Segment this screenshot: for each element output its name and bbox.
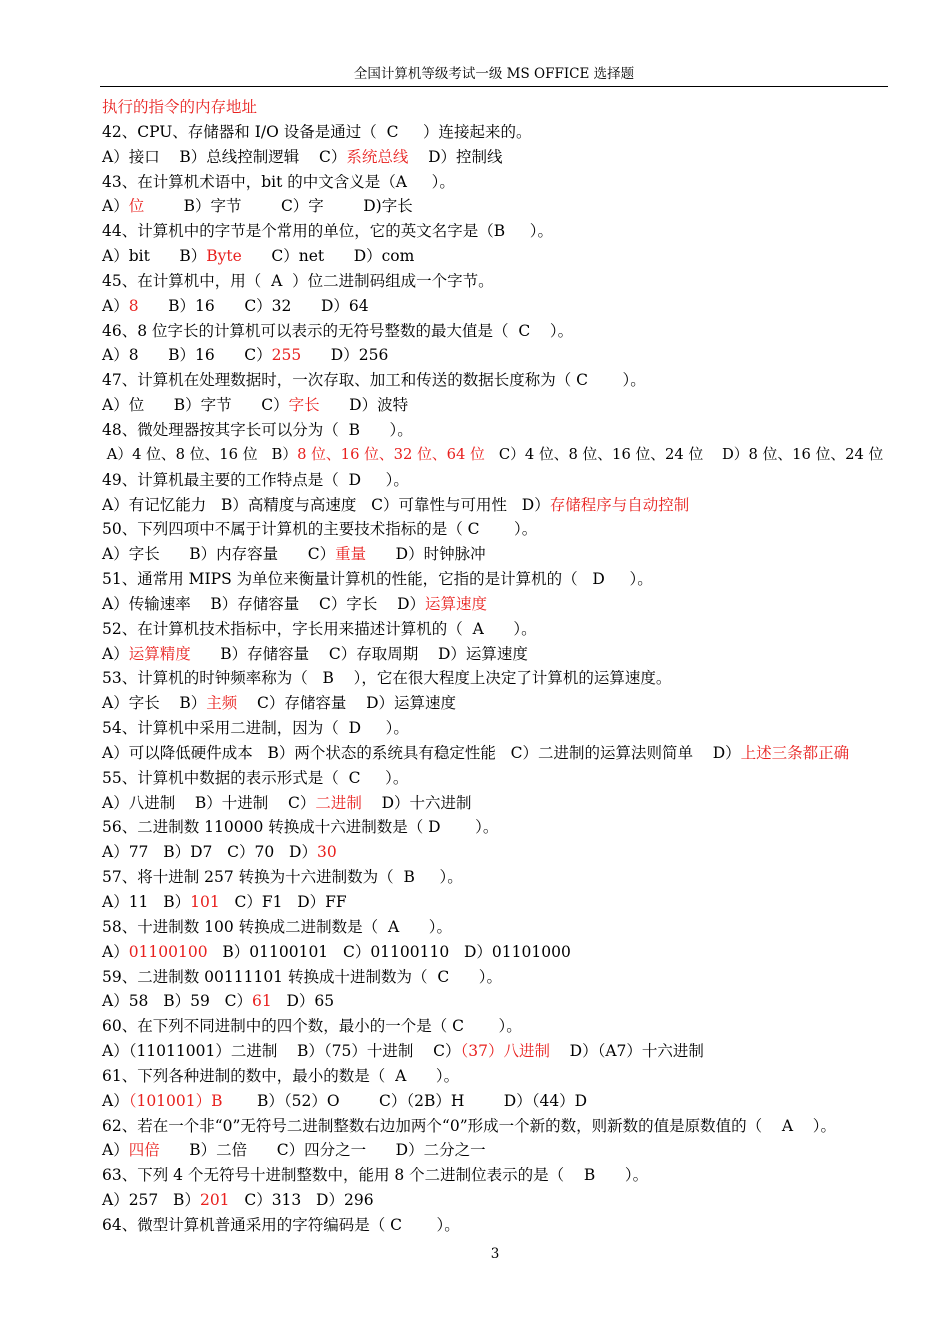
text-line [102,368,892,393]
answer-text: 二进制 [315,793,362,812]
line-text: 53、计算机的时钟频率称为（ B ），它在很大程度上决定了计算机的运算速度。 [102,669,672,688]
line-text: C）存储容量 D）运算速度 [237,694,457,713]
line-text: C）4 位、8 位、16 位、24 位 D）8 位、16 位、24 位 [484,445,884,463]
line-text: A）接口 B）总线控制逻辑 C） [102,147,347,166]
text-line [102,766,892,791]
text-line [102,1114,892,1139]
answer-text: 01100100 [128,942,208,961]
line-text: A）257 B） [102,1191,200,1210]
line-text: D）时钟脉冲 [366,545,486,564]
line-text: A） [102,197,129,216]
text-line [102,542,892,567]
line-text: 47、计算机在处理数据时，一次存取、加工和传送的数据长度称为（ C ）。 [102,371,646,390]
answer-text: 61 [251,992,272,1011]
line-text: B）存储容量 C）存取周期 D）运算速度 [190,644,528,663]
line-text: A）8 B）16 C） [102,346,272,365]
text-line [102,244,892,269]
line-text: B）16 C）32 D）64 [138,296,369,315]
line-text: A） [102,1141,129,1160]
text-line [102,592,892,617]
line-text: 62、若在一个非“0”无符号二进制整数右边加两个“0”形成一个新的数，则新数的值是原数值的（ A ）。 [102,1116,837,1135]
line-text: A）字长 B） [102,694,207,713]
line-text: 64、微型计算机普通采用的字符编码是（ C ）。 [102,1215,460,1234]
text-line [102,343,892,368]
line-text: D）256 [301,346,389,365]
line-text: B）字节 C）字 D)字长 [144,197,413,216]
answer-text: （37）八进制 [460,1042,550,1061]
answer-text: 运算精度 [128,644,191,663]
line-text: D）控制线 [408,147,503,166]
line-text: D）65 [271,992,335,1011]
text-line [102,468,892,493]
text-line [102,989,892,1014]
line-text: A） [102,942,129,961]
line-text: 42、CPU、存储器和 I/O 设备是通过（ C ）连接起来的。 [102,122,532,141]
text-line [102,1039,892,1064]
answer-text: 存储程序与自动控制 [549,495,690,514]
text-line [102,965,892,990]
answer-text: 101 [190,893,220,911]
line-text: 54、计算机中采用二进制，因为（ D ）。 [102,719,409,738]
line-text: A）八进制 B）十进制 C） [102,793,316,812]
text-line [102,915,892,940]
text-line [102,1163,892,1188]
line-text: 51、通常用 MIPS 为单位来衡量计算机的性能，它指的是计算机的（ D ）。 [102,570,653,589]
line-text: 44、计算机中的字节是个常用的单位，它的英文名字是（B ）。 [102,222,554,241]
line-text: A）传输速率 B）存储容量 C）字长 D） [102,594,425,613]
text-line [102,567,892,592]
text-line [102,219,892,244]
line-text: A）有记忆能力 B）高精度与高速度 C）可靠性与可用性 D） [102,495,550,514]
line-text: C）313 D）296 [229,1191,374,1210]
text-line [102,194,892,219]
line-text: A）4 位、8 位、16 位 B） [102,445,298,463]
line-text: C）net D）com [241,247,415,266]
text-line [102,642,892,667]
answer-text: 30 [316,843,337,862]
line-text: A）位 B）字节 C） [102,396,289,415]
line-text: A）可以降低硬件成本 B）两个状态的系统具有稳定性能 C）二进制的运算法则简单 D） [102,743,741,762]
line-text: B）二倍 C）四分之一 D）二分之一 [159,1141,486,1160]
text-line [102,840,892,865]
answer-text: 8 位、16 位、32 位、64 位 [297,445,485,463]
text-line [102,716,892,741]
line-text: 63、下列 4 个无符号十进制整数中，能用 8 个二进制位表示的是（ B ）。 [102,1166,649,1185]
text-line [102,393,892,418]
line-text: 48、微处理器按其字长可以分为（ B ）。 [102,420,413,439]
text-line [102,865,892,890]
line-text: 46、8 位字长的计算机可以表示的无符号整数的最大值是（ C ）。 [102,321,574,340]
line-text: 49、计算机最主要的工作特点是（ D ）。 [102,470,409,489]
line-text: 58、十进制数 100 转换成二进制数是（ A ）。 [102,917,453,936]
answer-text: 位 [128,197,145,216]
text-line [102,791,892,816]
line-text: 50、下列四项中不属于计算机的主要技术指标的是（ C ）。 [102,520,538,539]
line-text: 52、在计算机技术指标中，字长用来描述计算机的（ A ）。 [102,619,537,638]
text-line [102,890,892,915]
text-line [102,666,892,691]
text-line [102,1213,892,1238]
line-text: A） [102,644,129,663]
text-line [102,940,892,965]
text-line [102,617,892,642]
answer-text: 255 [271,346,302,365]
page-number: 3 [490,1246,500,1262]
text-line [102,815,892,840]
line-text: D）（A7）十六进制 [549,1042,704,1061]
line-text: 55、计算机中数据的表示形式是（ C ）。 [102,768,409,787]
answer-text: 8 [128,296,139,315]
line-text: 59、二进制数 00111101 转换成十进制数为（ C ）。 [102,967,502,986]
text-line [102,1188,892,1213]
text-line [102,1089,892,1114]
text-line [102,418,892,443]
text-line [102,170,892,195]
answer-text: 运算速度 [425,594,488,613]
question-list [102,95,892,1238]
line-text: A）58 B）59 C） [102,992,252,1011]
text-line [102,269,892,294]
text-line [102,1064,892,1089]
text-line [102,443,892,468]
line-text: A）77 B）D7 C）70 D） [102,843,317,862]
answer-text: 上述三条都正确 [740,743,850,762]
line-text: A） [102,296,129,315]
line-text: A）11 B） [102,893,191,911]
text-line [102,741,892,766]
line-text: 43、在计算机术语中，bit 的中文含义是（A ）。 [102,172,455,191]
answer-text: 主频 [206,694,238,713]
text-line [102,517,892,542]
line-text: A）字长 B）内存容量 C） [102,545,336,564]
line-text: 60、在下列不同进制中的四个数，最小的一个是（ C ）。 [102,1017,522,1036]
line-text: C）F1 D）FF [219,893,347,911]
answer-text: 四倍 [128,1141,160,1160]
text-line [102,691,892,716]
answer-text: 字长 [288,396,320,415]
text-line [102,1138,892,1163]
line-text: B）01100101 C）01100110 D）01101000 [207,942,571,961]
line-text: 45、在计算机中，用（ A ）位二进制码组成一个字节。 [102,271,494,290]
text-line [102,493,892,518]
answer-text: Byte [206,247,242,266]
answer-text: （101001）B [128,1091,223,1110]
text-line [102,294,892,319]
text-line [102,120,892,145]
answer-text: 执行的指令的内存地址 [102,98,258,116]
line-text: A）bit B） [102,247,207,266]
line-text: A） [102,1091,129,1110]
answer-text: 重量 [335,545,367,564]
text-line [102,319,892,344]
text-line [102,95,892,120]
line-text: 57、将十进制 257 转换为十六进制数为（ B ）。 [102,868,463,887]
line-text: 56、二进制数 110000 转换成十六进制数是（ D ）。 [102,818,499,837]
line-text: B）（52）O C）（2B）H D）（44）D [222,1091,588,1110]
line-text: A）（11011001）二进制 B）（75）十进制 C） [102,1042,461,1061]
line-text: 61、下列各种进制的数中，最小的数是（ A ）。 [102,1066,460,1085]
answer-text: 系统总线 [346,147,409,166]
page-header: 全国计算机等级考试一级 MS OFFICE 选择题 [100,62,888,87]
text-line [102,1014,892,1039]
text-line [102,145,892,170]
answer-text: 201 [199,1191,230,1210]
line-text: D）十六进制 [361,793,472,812]
line-text: D）波特 [319,396,409,415]
